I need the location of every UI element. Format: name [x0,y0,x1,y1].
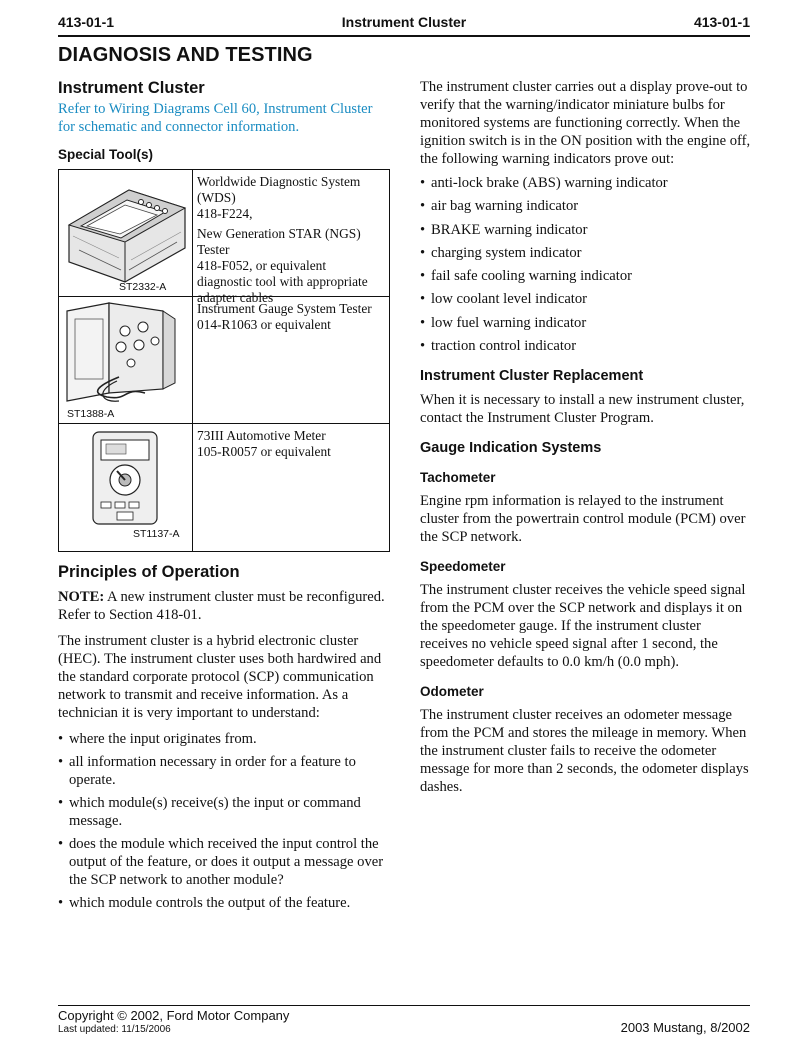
tool-row [59,424,389,551]
tool-part-number: 418-F224, [197,206,253,221]
speedometer-title: Speedometer [420,559,506,575]
odometer-paragraph: The instrument cluster receives an odometer message from the PCM and stores the mileage in memory. When the instrument cluster fails to receive the odometer message for more than 2 seconds, the odometer displays dashes. [420,707,749,796]
page-title: DIAGNOSIS AND TESTING [58,44,313,66]
tool-row [59,297,389,424]
figure-id: ST2332-A [119,281,167,293]
note-label: NOTE: [58,589,105,605]
note-paragraph [58,588,390,624]
odometer-title: Odometer [420,684,484,700]
list-item: • anti-lock brake (ABS) warning indicator [420,174,752,192]
list-item: • charging system indicator [420,244,752,262]
tool-name: 73III Automotive Meter [197,428,326,443]
list-item: • traction control indicator [420,337,752,355]
special-tools-table [58,169,390,552]
special-tools-heading: Special Tool(s) [58,147,154,162]
tool-illustration-meter [59,424,193,551]
prove-out-paragraph: The instrument cluster carries out a display prove-out to verify that the warning/indicator miniature bulbs for monitored systems are functioning correctly. When the ignition switch is in the ON position with the engine off, the following warning indicators prove out: [420,79,751,167]
gauge-tester-icon [59,297,193,424]
tool-illustration-gauge-tester [59,297,193,423]
indicator-list [420,174,752,355]
wiring-diagram-reference-link[interactable]: Refer to Wiring Diagrams Cell 60, Instrument Cluster for schematic and connector information. [58,101,373,135]
replacement-title: Instrument Cluster Replacement [420,368,644,385]
list-item: • does the module which received the input control the output of the feature, or does it output a message over the SCP network to another module? [58,835,390,889]
gauge-systems-title: Gauge Indication Systems [420,440,602,457]
list-item: • air bag warning indicator [420,197,752,215]
section-title: Instrument Cluster [58,79,205,97]
last-updated-text: Last updated: 11/15/2006 [58,1024,171,1035]
running-header [58,12,750,32]
replacement-paragraph: When it is necessary to install a new instrument cluster, contact the Instrument Cluster Program. [420,392,745,427]
tool-description [193,424,389,551]
tool-name: New Generation STAR (NGS) Tester [197,226,361,257]
tool-description [193,297,389,423]
tool-name: Instrument Gauge System Tester [197,301,372,316]
header-title: Instrument Cluster [341,14,467,30]
tool-description [193,170,389,305]
right-column [420,78,752,796]
list-item: • all information necessary in order for a feature to operate. [58,753,390,789]
principles-title: Principles of Operation [58,563,240,581]
list-item: • BRAKE warning indicator [420,221,752,239]
figure-id: ST1388-A [67,408,115,420]
list-item: • low coolant level indicator [420,290,752,308]
principles-paragraph: The instrument cluster is a hybrid electronic cluster (HEC). The instrument cluster uses both hardwired and the standard corporate protocol (SCP) communication network to transmit and receive information. As a technician it is very important to understand: [58,633,382,721]
tool-part-number: 418-F052, or equivalent diagnostic tool with appropriate adapter cables [197,258,368,305]
edition-text: 2003 Mustang, 8/2002 [620,1020,750,1035]
footer-rule [58,1005,750,1006]
speedometer-paragraph: The instrument cluster receives the vehicle speed signal from the PCM over the SCP network and displays it on the speedometer gauge. If the instrument cluster receives no vehicle speed signal after 1 second, the speedometer defaults to 0.0 km/h (0.0 mph). [420,582,746,671]
list-item: • low fuel warning indicator [420,314,752,332]
diagnostic-tester-icon [59,170,193,297]
tool-illustration-wds [59,170,193,296]
tool-row [59,170,389,305]
tool-part-number: 105-R0057 or equivalent [197,444,331,459]
tachometer-paragraph: Engine rpm information is relayed to the instrument cluster from the powertrain control module (PCM) over the SCP network. [420,493,746,546]
understand-list [58,730,390,912]
left-column [58,78,390,912]
header-section-number-right: 413-01-1 [693,14,750,30]
figure-id: ST1137-A [133,528,180,540]
list-item: • which module controls the output of the feature. [58,894,390,912]
header-rule [58,35,750,37]
tachometer-title: Tachometer [420,470,496,486]
list-item: • fail safe cooling warning indicator [420,267,752,285]
note-text: A new instrument cluster must be reconfigured. Refer to Section 418-01. [58,589,385,623]
header-section-number-left: 413-01-1 [58,14,115,30]
copyright-text: Copyright © 2002, Ford Motor Company [58,1008,290,1023]
tool-name: Worldwide Diagnostic System (WDS) [197,174,361,205]
tool-part-number: 014-R1063 or equivalent [197,317,331,332]
list-item: • where the input originates from. [58,730,390,748]
list-item: • which module(s) receive(s) the input or command message. [58,794,390,830]
